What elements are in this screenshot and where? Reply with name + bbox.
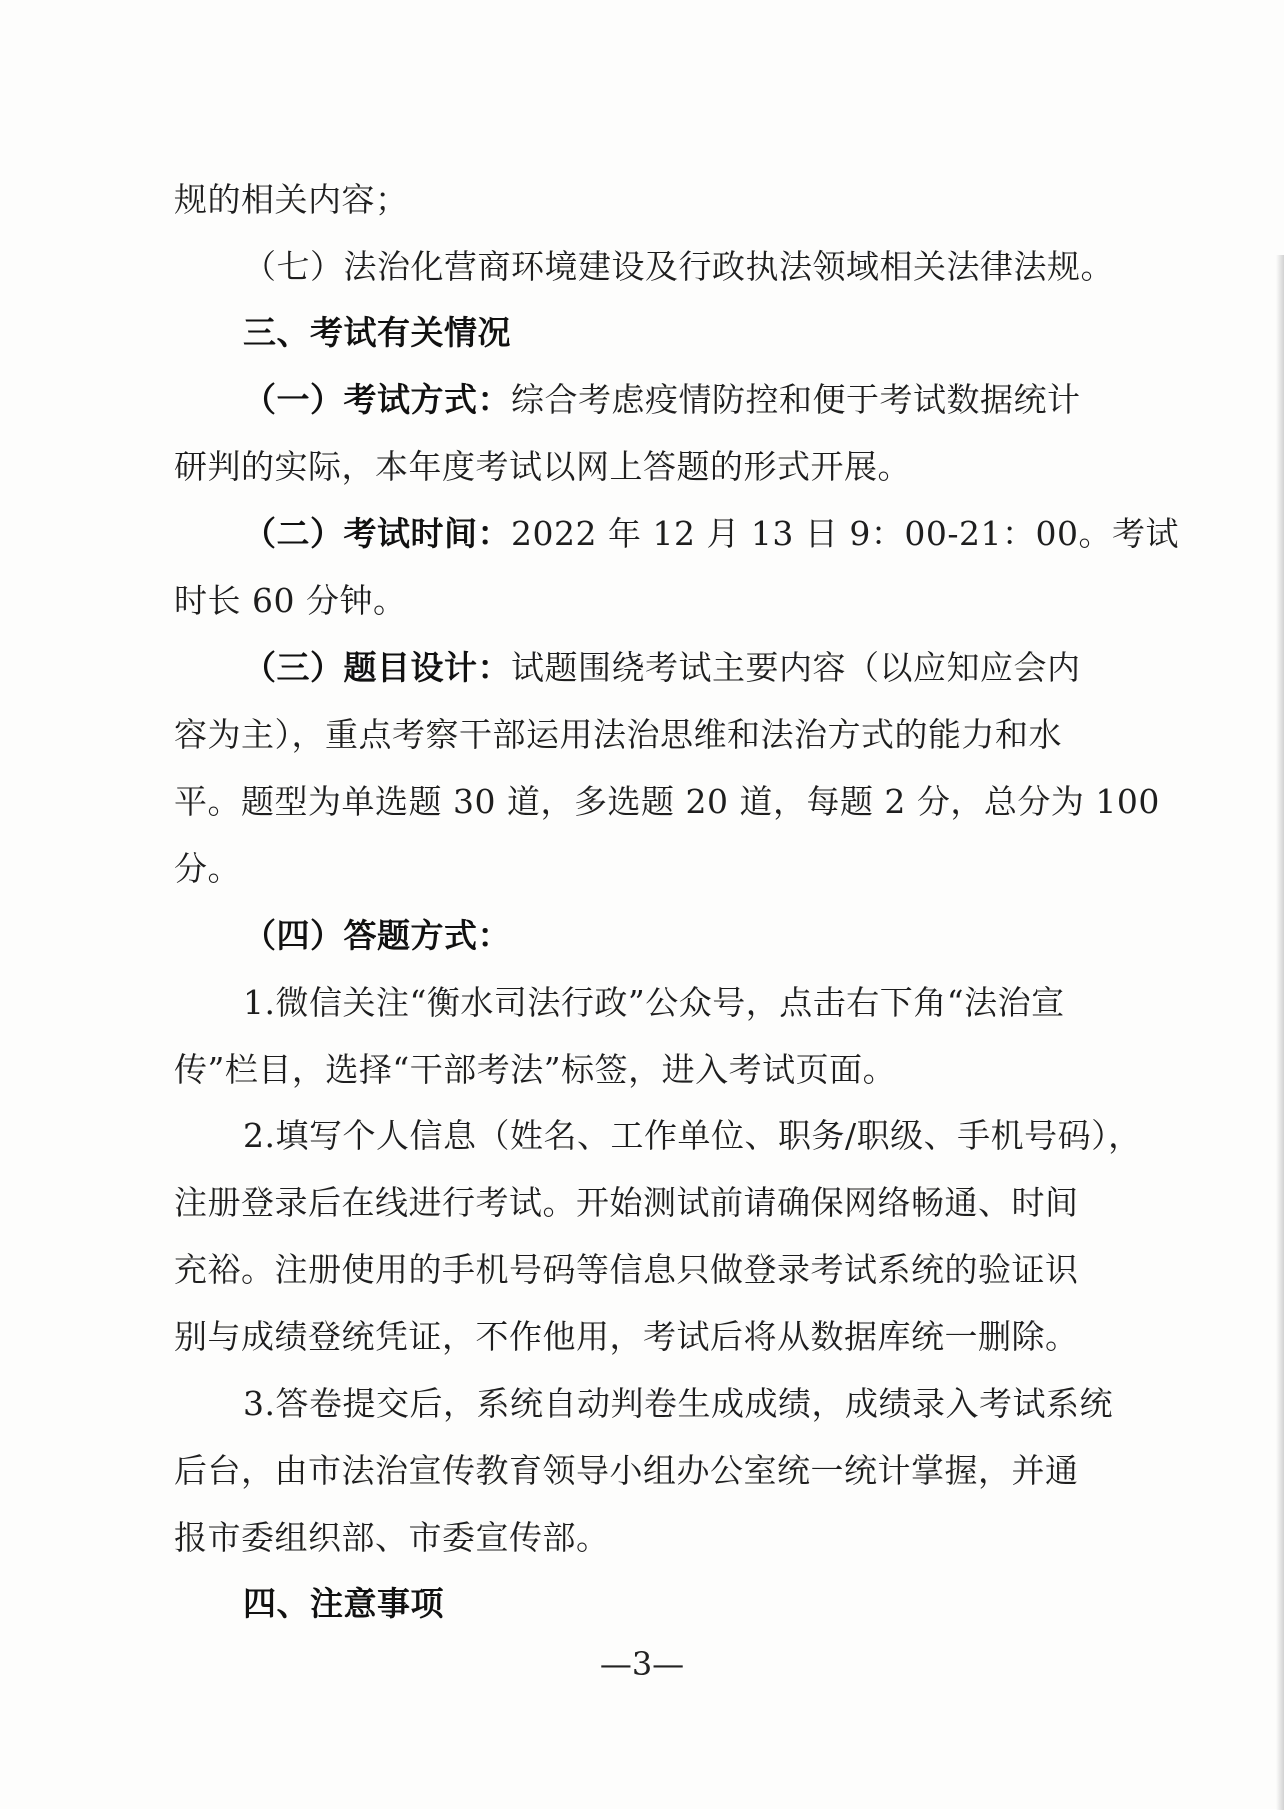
subsection-label: （一）考试方式： bbox=[243, 380, 511, 419]
body-line: 分。 bbox=[174, 849, 241, 888]
section-heading: 三、考试有关情况 bbox=[243, 313, 511, 352]
page-number: —3— bbox=[599, 1645, 685, 1683]
body-line: 充裕。注册使用的手机号码等信息只做登录考试系统的验证识 bbox=[174, 1250, 1079, 1289]
body-line: 2.填写个人信息（姓名、工作单位、职务/职级、手机号码）， bbox=[243, 1116, 1142, 1155]
body-line bbox=[243, 648, 1109, 688]
body-text: 2022 年 12 月 13 日 9：00-21：00。考试 bbox=[511, 514, 1180, 553]
body-line: 注册登录后在线进行考试。开始测试前请确保网络畅通、时间 bbox=[174, 1183, 1079, 1222]
body-line: 研判的实际，本年度考试以网上答题的形式开展。 bbox=[174, 447, 911, 486]
body-line: 3.答卷提交后，系统自动判卷生成成绩，成绩录入考试系统 bbox=[243, 1384, 1113, 1423]
body-line: 平。题型为单选题 30 道，多选题 20 道，每题 2 分，总分为 100 bbox=[174, 782, 1160, 821]
subsection-label: （二）考试时间： bbox=[243, 514, 511, 553]
body-line: 传”栏目，选择“干部考法”标签，进入考试页面。 bbox=[174, 1050, 897, 1089]
body-line bbox=[243, 514, 1180, 554]
page-edge-shadow bbox=[1276, 255, 1284, 1810]
body-line bbox=[243, 380, 1109, 420]
body-text: 试题围绕考试主要内容（以应知应会内 bbox=[511, 648, 1081, 687]
subsection-label: （三）题目设计： bbox=[243, 648, 511, 687]
body-line: 时长 60 分钟。 bbox=[174, 581, 407, 620]
body-line: 1.微信关注“衡水司法行政”公众号，点击右下角“法治宣 bbox=[243, 983, 1065, 1022]
section-heading: 四、注意事项 bbox=[243, 1584, 444, 1623]
body-line: 规的相关内容； bbox=[174, 180, 409, 219]
body-text: 综合考虑疫情防控和便于考试数据统计 bbox=[511, 380, 1081, 419]
body-line: 后台，由市法治宣传教育领导小组办公室统一统计掌握，并通 bbox=[174, 1451, 1079, 1490]
body-line: 容为主），重点考察干部运用法治思维和法治方式的能力和水 bbox=[174, 715, 1062, 754]
body-line: （七）法治化营商环境建设及行政执法领域相关法律法规。 bbox=[243, 247, 1114, 286]
body-line: 报市委组织部、市委宣传部。 bbox=[174, 1518, 610, 1557]
subsection-heading: （四）答题方式： bbox=[243, 916, 511, 955]
body-line: 别与成绩登统凭证，不作他用，考试后将从数据库统一删除。 bbox=[174, 1317, 1079, 1356]
